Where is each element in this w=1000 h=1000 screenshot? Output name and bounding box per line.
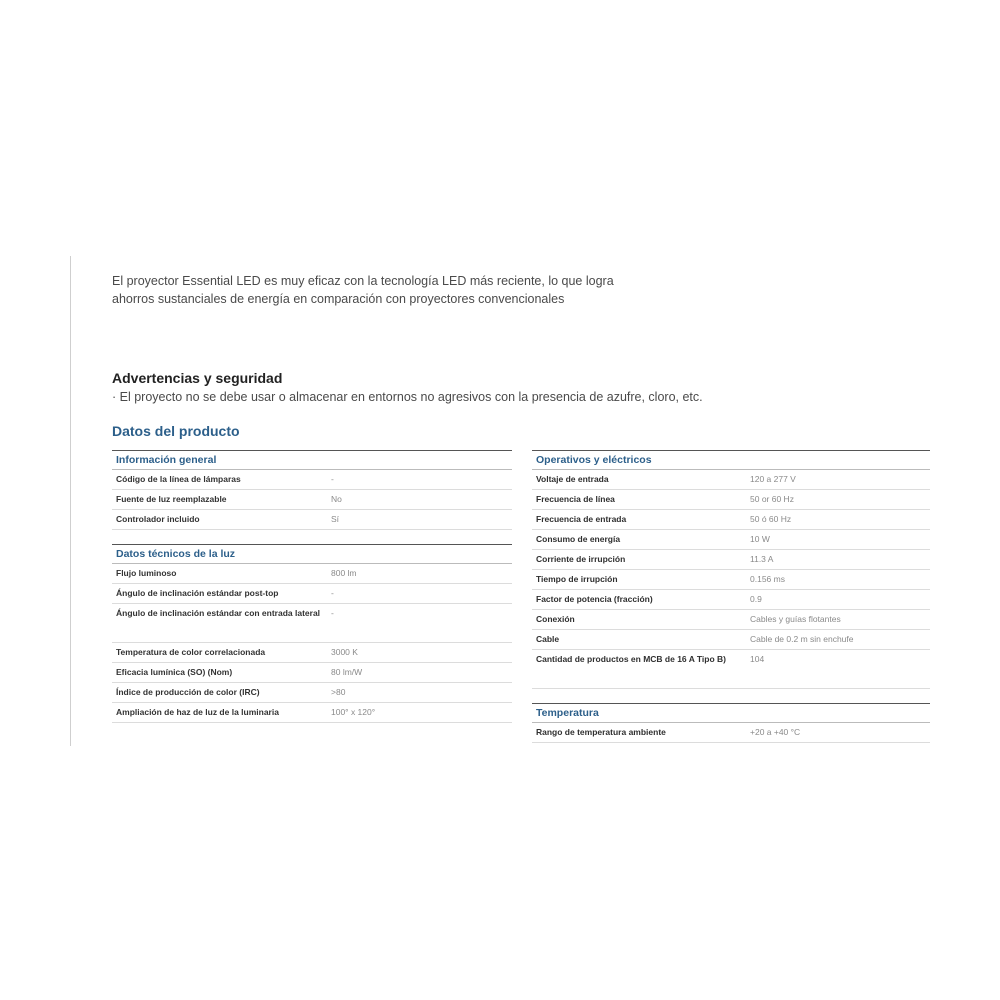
spec-label: Voltaje de entrada (536, 474, 609, 484)
table-row (532, 490, 930, 510)
spec-value: 50 or 60 Hz (750, 494, 794, 504)
warnings-title: Advertencias y seguridad (112, 370, 283, 386)
spec-label: Ángulo de inclinación estándar con entrada lateral (116, 608, 321, 618)
spec-value: 120 a 277 V (750, 474, 796, 484)
spec-value: 0.156 ms (750, 574, 785, 584)
spec-label: Código de la línea de lámparas (116, 474, 241, 484)
spec-value: Sí (331, 514, 340, 524)
warnings-text: · El proyecto no se debe usar o almacenar en entornos no agresivos con la presencia de azufre, cloro, etc. (112, 390, 703, 404)
spec-value: Cable de 0.2 m sin enchufe (750, 634, 854, 644)
spec-value: 0.9 (750, 594, 762, 604)
table-row (112, 663, 512, 683)
table-row (532, 550, 930, 570)
spec-label: Frecuencia de línea (536, 494, 615, 504)
spec-label: Temperatura de color correlacionada (116, 647, 266, 657)
spec-label: Corriente de irrupción (536, 554, 626, 564)
product-data-title: Datos del producto (112, 423, 240, 439)
left-spec-column (112, 450, 512, 723)
table-row (532, 650, 930, 689)
intro-paragraph: El proyector Essential LED es muy eficaz con la tecnología LED más reciente, lo que logra ahorros sustanciales de energía en comparación con proyectores convencionales (112, 274, 614, 306)
table-row (532, 570, 930, 590)
spec-value: - (331, 608, 334, 618)
right-spec-column (532, 450, 930, 743)
spec-label: Cantidad de productos en MCB de 16 A Tipo B) (536, 654, 727, 664)
table-row (112, 604, 512, 643)
table-row (532, 470, 930, 490)
general-info-header: Información general (112, 450, 512, 470)
spec-label: Conexión (536, 614, 575, 624)
table-row (112, 703, 512, 723)
temperature-header: Temperatura (532, 703, 930, 723)
spec-value: 10 W (750, 534, 770, 544)
table-row (532, 723, 930, 743)
spec-value: 104 (750, 654, 765, 664)
spec-value: 100° x 120° (331, 707, 376, 717)
spec-label: Cable (536, 634, 560, 644)
table-row (112, 564, 512, 584)
table-row (112, 643, 512, 663)
table-row (112, 510, 512, 530)
spec-value: 50 ó 60 Hz (750, 514, 792, 524)
spec-value: Cables y guías flotantes (750, 614, 841, 624)
spec-value: 3000 K (331, 647, 358, 657)
spec-label: Factor de potencia (fracción) (536, 594, 653, 604)
spec-label: Rango de temperatura ambiente (536, 727, 666, 737)
spec-label: Índice de producción de color (IRC) (116, 687, 260, 697)
spec-value: - (331, 588, 334, 598)
table-row (532, 630, 930, 650)
spec-label: Ampliación de haz de luz de la luminaria (116, 707, 279, 717)
spec-value: - (331, 474, 334, 484)
spec-label: Ángulo de inclinación estándar post-top (116, 588, 279, 598)
table-row (532, 610, 930, 630)
spec-label: Flujo luminoso (116, 568, 177, 578)
spec-value: No (331, 494, 342, 504)
light-data-header: Datos técnicos de la luz (112, 544, 512, 564)
spec-value: 800 lm (331, 568, 357, 578)
spec-value: +20 a +40 °C (750, 727, 801, 737)
group-gap (532, 689, 930, 703)
spec-value: 80 lm/W (331, 667, 363, 677)
table-row (532, 590, 930, 610)
left-margin-rule (70, 256, 71, 746)
spec-label: Frecuencia de entrada (536, 514, 627, 524)
table-row (532, 510, 930, 530)
spec-label: Controlador incluido (116, 514, 200, 524)
table-row (532, 530, 930, 550)
spec-label: Eficacia lumínica (SO) (Nom) (116, 667, 233, 677)
table-row (112, 470, 512, 490)
electrical-header: Operativos y eléctricos (532, 450, 930, 470)
spec-value: 11.3 A (750, 554, 774, 564)
spec-label: Consumo de energía (536, 534, 621, 544)
spec-label: Tiempo de irrupción (536, 574, 618, 584)
table-row (112, 683, 512, 703)
spec-label: Fuente de luz reemplazable (116, 494, 227, 504)
spec-value: >80 (331, 687, 346, 697)
table-row (112, 490, 512, 510)
table-row (112, 584, 512, 604)
group-gap (112, 530, 512, 544)
